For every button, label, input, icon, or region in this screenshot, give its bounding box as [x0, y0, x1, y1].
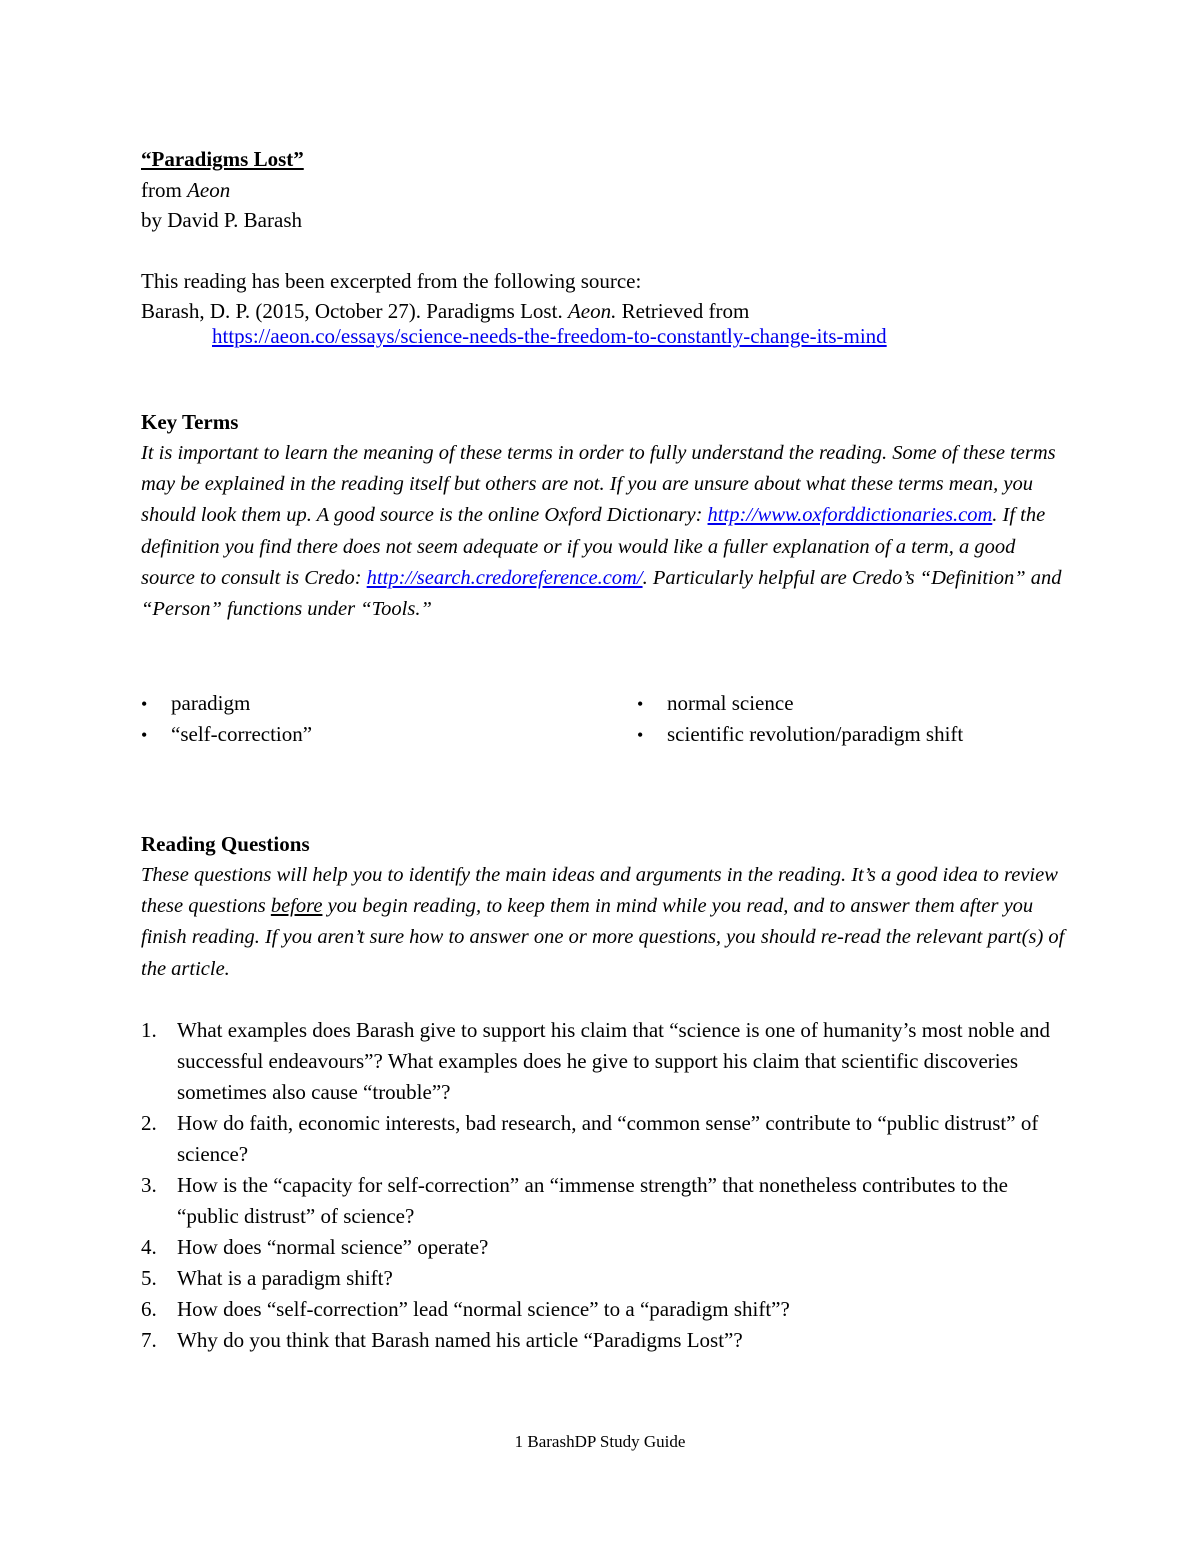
oxford-dictionary-link[interactable]: http://www.oxforddictionaries.com [707, 504, 993, 527]
citation-prefix: Barash, D. P. (2015, October 27). Paradigms Lost. [141, 299, 568, 323]
question-item [141, 1263, 1071, 1294]
question-item [141, 1294, 1071, 1325]
bullet-icon: • [637, 694, 644, 714]
question-text: What examples does Barash give to support his claim that “science is one of humanity’s most noble and successful endeavours”? What examples does he give to support his claim that scientific discoveries sometimes also cause “trouble”? [177, 1018, 1051, 1104]
question-text: Why do you think that Barash named his article “Paradigms Lost”? [177, 1328, 743, 1352]
question-number: 7. [141, 1328, 157, 1352]
key-terms-intro-part-2: . If the definition you find there does not seem adequate or if you would like a fuller explanation of a term, a good source to consult is Credo: [141, 504, 1046, 589]
citation-publication: Aeon. [567, 299, 617, 323]
term-item [141, 688, 250, 720]
question-item [141, 1015, 1071, 1108]
emphasis-before: before [270, 895, 323, 918]
term-label: normal science [667, 691, 794, 715]
page-footer: 1 BarashDP Study Guide [514, 1432, 686, 1451]
term-label: scientific revolution/paradigm shift [667, 722, 964, 746]
publication-name: Aeon [187, 178, 231, 202]
question-item [141, 1325, 1071, 1356]
question-number: 3. [141, 1173, 157, 1197]
publication-line [141, 175, 230, 206]
question-text: How does “self-correction” lead “normal science” to a “paradigm shift”? [177, 1297, 790, 1321]
source-url-line [212, 321, 887, 352]
question-list [141, 1015, 1071, 1356]
question-item [141, 1232, 1071, 1263]
key-terms-heading: Key Terms [141, 410, 239, 434]
question-number: 2. [141, 1111, 157, 1135]
question-item [141, 1108, 1071, 1170]
question-number: 6. [141, 1297, 157, 1321]
key-terms-intro-part-3: . Particularly helpful are Credo’s “Definition” and “Person” functions under “Tools.” [141, 566, 1062, 621]
question-text: How do faith, economic interests, bad research, and “common sense” contribute to “public distrust” of science? [177, 1111, 1039, 1166]
bullet-icon: • [141, 694, 148, 714]
term-label: paradigm [171, 691, 251, 715]
bullet-icon: • [637, 725, 644, 745]
question-text: What is a paradigm shift? [177, 1266, 393, 1290]
reading-questions-intro [141, 860, 1071, 985]
question-number: 5. [141, 1266, 157, 1290]
credo-link[interactable]: http://search.credoreference.com/ [366, 566, 643, 589]
question-item [141, 1170, 1071, 1232]
author-line: by David P. Barash [141, 208, 302, 232]
source-url-link[interactable]: https://aeon.co/essays/science-needs-the-freedom-to-constantly-change-its-mind [212, 324, 887, 348]
from-prefix: from [141, 178, 188, 202]
key-terms-intro-part-1: It is important to learn the meaning of these terms in order to fully understand the reading. Some of these terms may be explained in the reading itself but others are not. If you are unsure about what these terms mean, you should look them up. A good source is the online Oxford Dictionary: [141, 442, 1056, 527]
term-item [637, 688, 794, 720]
reading-questions-heading: Reading Questions [141, 832, 310, 856]
question-text: How is the “capacity for self-correction” an “immense strength” that nonetheless contributes to the “public distrust” of science? [177, 1173, 1008, 1228]
question-number: 1. [141, 1018, 157, 1042]
term-item [637, 719, 963, 751]
key-terms-list [141, 688, 1071, 758]
key-terms-intro [141, 438, 1071, 625]
source-intro: This reading has been excerpted from the following source: [141, 269, 642, 293]
question-number: 4. [141, 1235, 157, 1259]
bullet-icon: • [141, 725, 148, 745]
question-text: How does “normal science” operate? [177, 1235, 489, 1259]
reading-questions-intro-part-1: These questions will help you to identify the main ideas and arguments in the reading. It’s a good idea to review these questions [141, 864, 1058, 918]
term-label: “self-correction” [171, 722, 313, 746]
term-item [141, 719, 312, 751]
citation-suffix: Retrieved from [616, 299, 750, 323]
article-title: “Paradigms Lost” [141, 147, 304, 171]
reading-questions-intro-part-2: you begin reading, to keep them in mind while you read, and to answer them after you finish reading. If you aren’t sure how to answer one or more questions, you should re-read the relevant part(s) of the article. [141, 895, 1065, 980]
